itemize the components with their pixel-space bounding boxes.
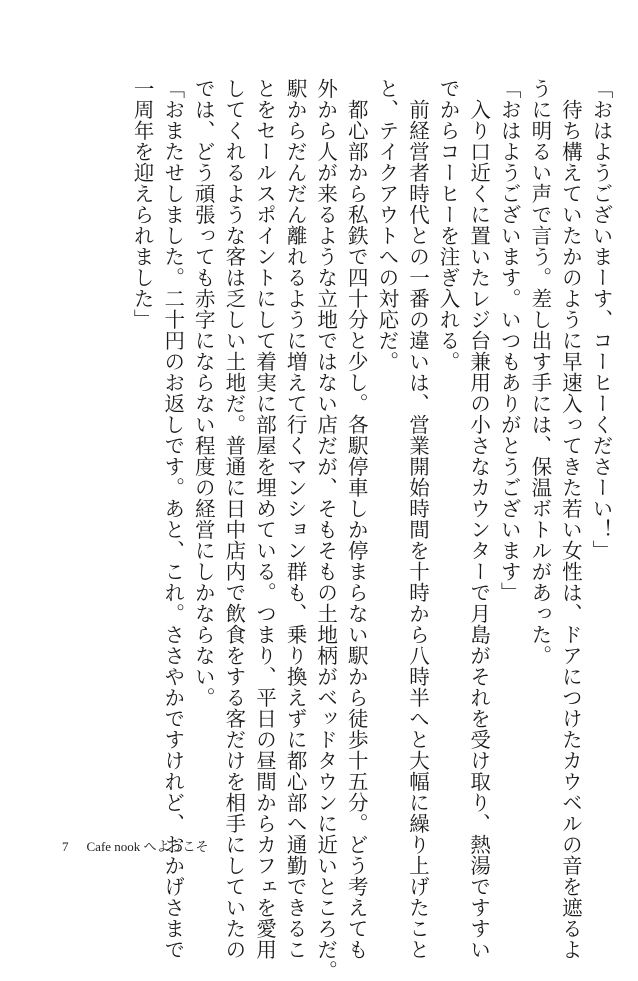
text-line: 都心部から私鉄で四十分と少し。各駅停車しか停まらない駅から徒歩十五分。どう考えても [344,78,369,960]
page-number: 7 [62,839,69,854]
text-line: うに明るい声で言う。差し出す手には、保温ボトルがあった。 [527,78,552,666]
text-line: 入り口近くに置いたレジ台兼用の小さなカウンターで月島がそれを受け取り、熱湯ですすい [466,78,491,960]
text-line: 待ち構えていたかのように早速入ってきた若い女性は、ドアにつけたカウベルの音を遮るよ [558,78,583,960]
text-line: してくれるような客は乏しい土地だ。普通に日中店内で飲食をする客だけを相手にしていたの [221,78,246,960]
text-line: 「おまたせしました。二十円のお返しです。あと、これ。ささやかですけれど、おかげさまで [160,78,185,960]
text-line: と、テイクアウトへの対応だ。 [374,78,399,372]
text-line: 駅からだんだん離れるように増えて行くマンション群も、乗り換えずに都心部へ通勤できるこ [283,78,308,960]
text-line: 「おはようございます。いつもありがとうございます」 [497,78,522,603]
text-line: では、どう頑張っても赤字にならない程度の経営にしかならない。 [191,78,216,708]
text-line: 「おはようございまーす、コーヒーくださーい！」 [589,78,613,561]
page-footer [62,836,209,855]
text-line: でからコーヒーを注ぎ入れる。 [436,78,461,372]
text-line: 前経営者時代との一番の違いは、営業開始時間を十時から八時半へと大幅に繰り上げたこと [405,78,430,960]
text-line: 一周年を迎えられました」 [130,78,155,330]
text-line: 外から人が来るような立地ではない店だが、そもそもの土地柄がベッドタウンに近いところだ。 [313,78,338,981]
running-title: Cafe nook へようこそ [86,839,209,854]
text-line: とをセールスポイントにして着実に部屋を埋めている。つまり、平日の昼間からカフェを愛用 [252,78,277,960]
